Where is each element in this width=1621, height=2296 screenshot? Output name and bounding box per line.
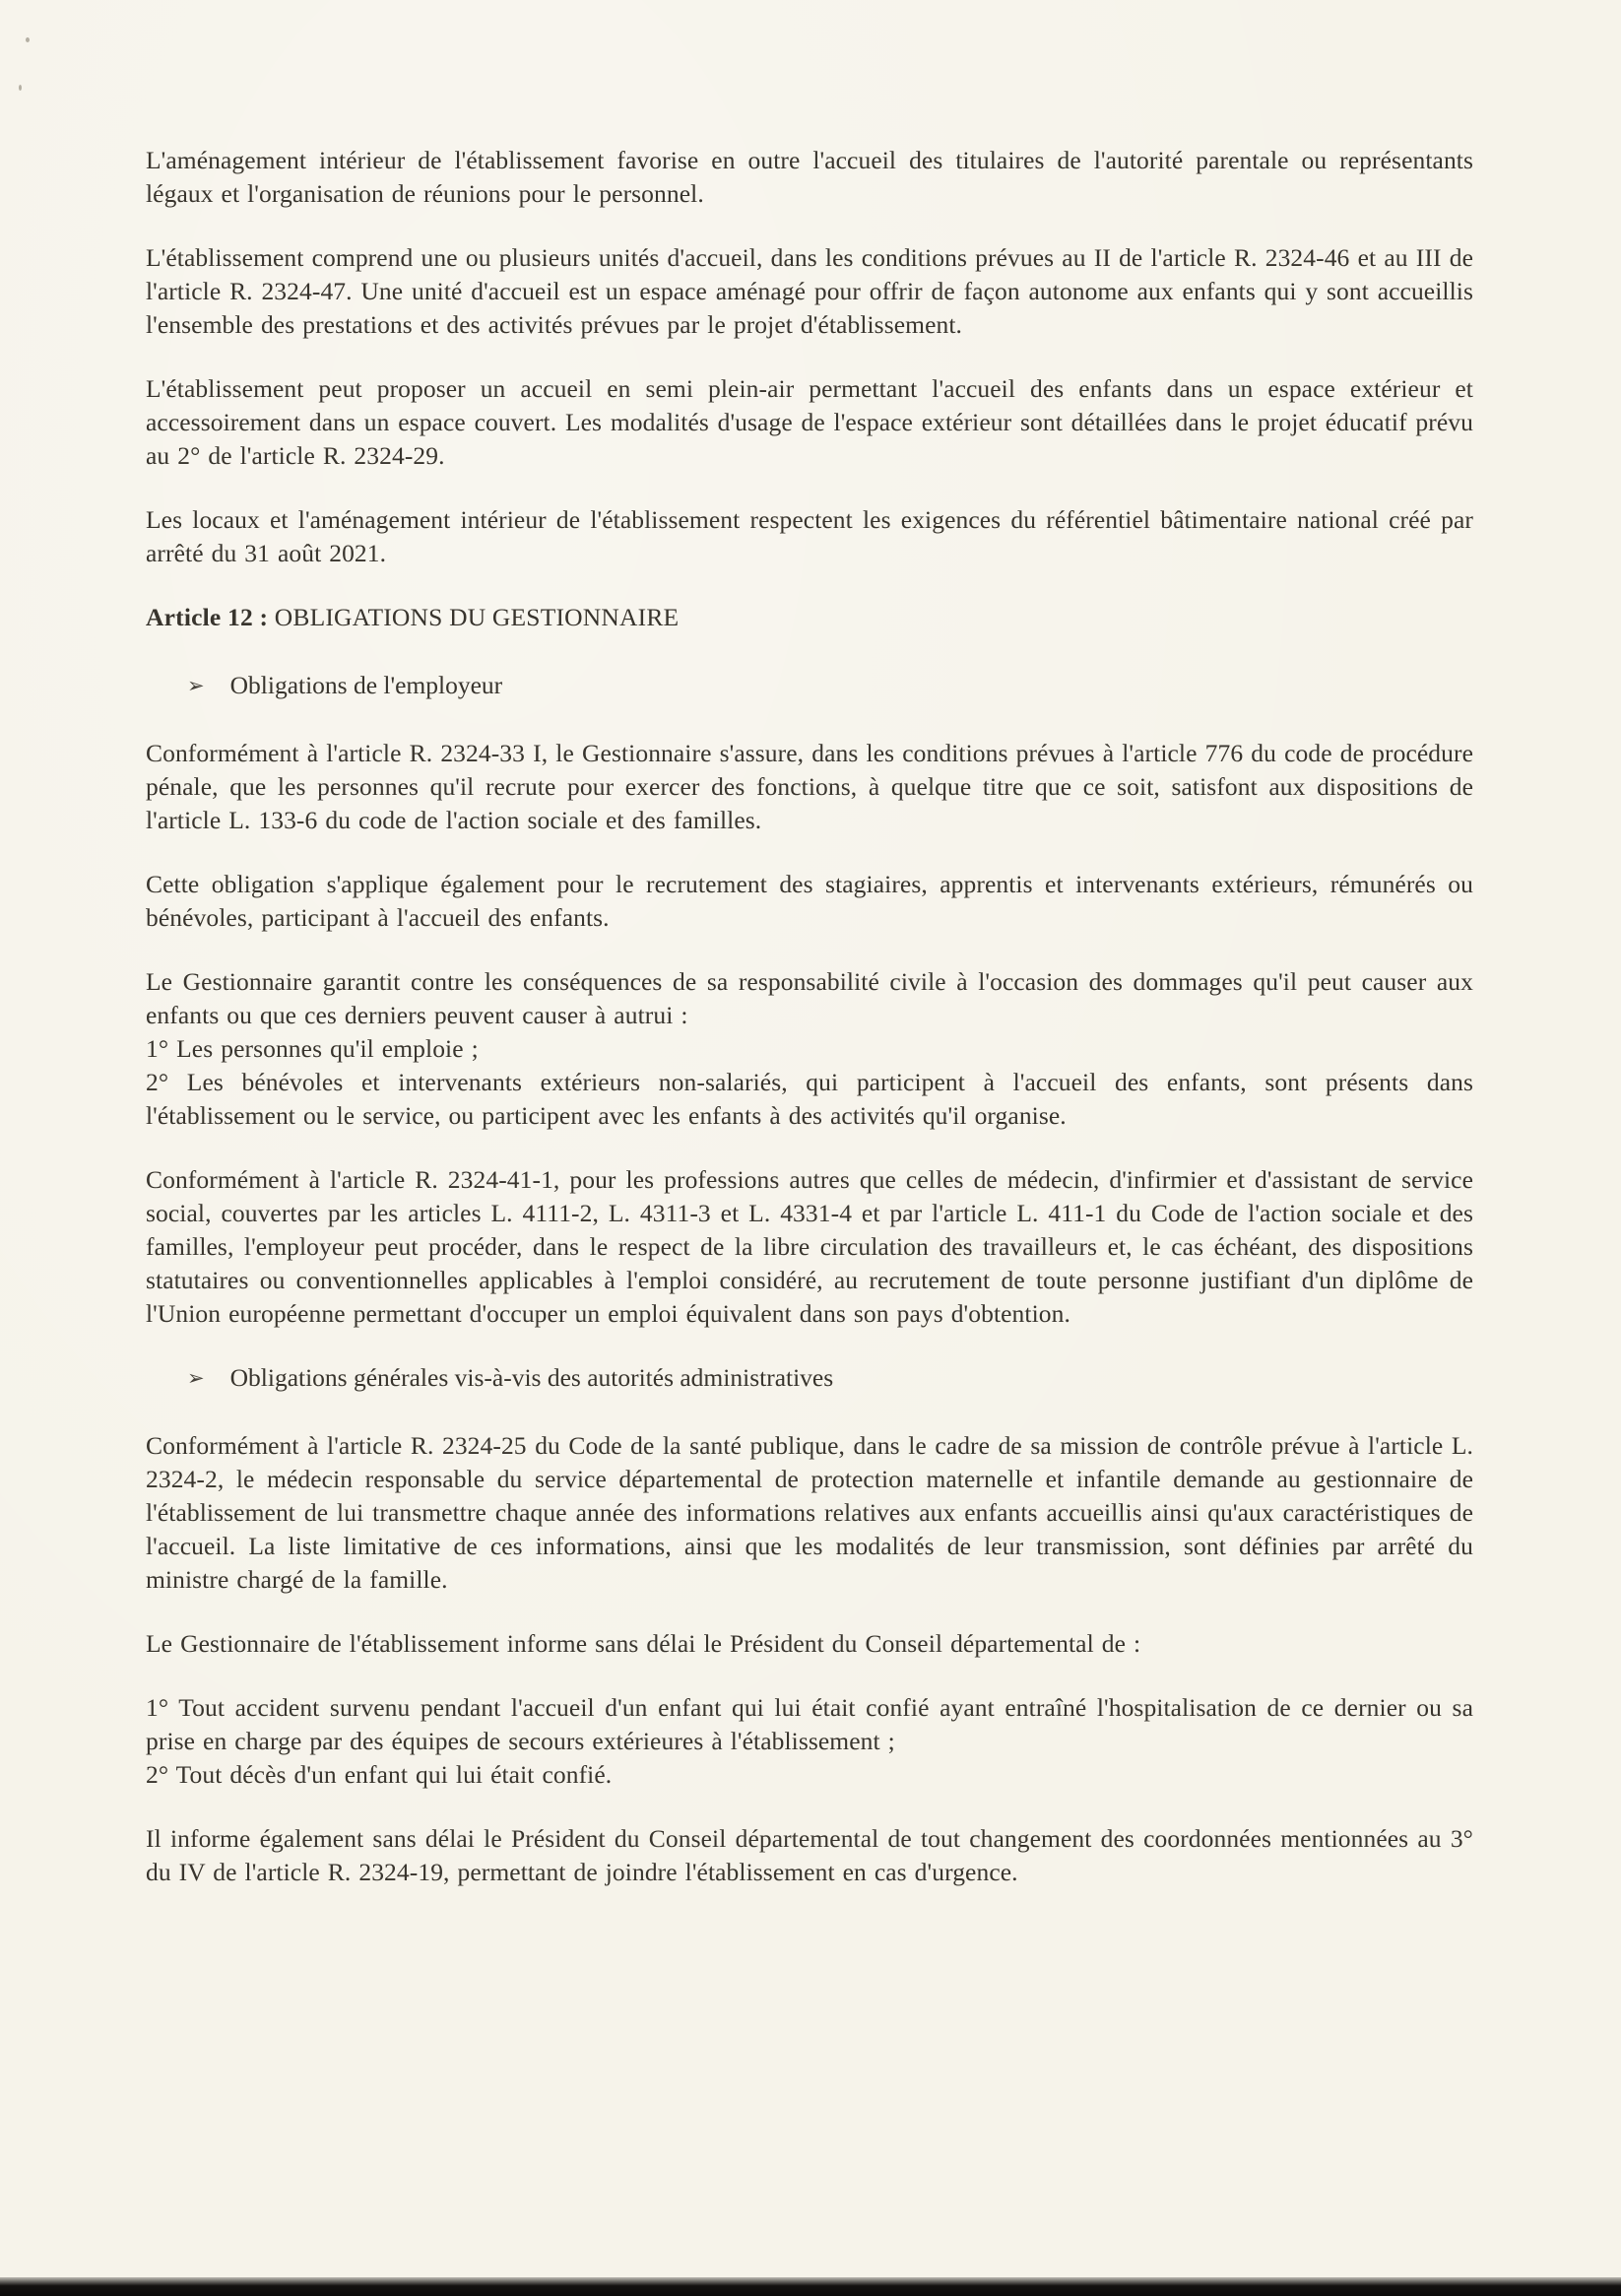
bullet-obligations-autorites [146, 1361, 1473, 1395]
arrow-bullet-icon: ➢ [187, 1366, 205, 1390]
paragraph-obligation-stagiaires: Cette obligation s'applique également pour le recrutement des stagiaires, apprentis et intervenants extérieurs, rémunérés ou bénévoles, participant à l'accueil des enfants. [146, 870, 1473, 932]
paragraph-conformement-776: Conformément à l'article R. 2324-33 I, le Gestionnaire s'assure, dans les conditions prévues à l'article 776 du code de procédure pénale, que les personnes qu'il recrute pour exercer des fonctions, à quelque titre que ce soit, satisfont aux dispositions de l'article L. 133-6 du code de l'action sociale et des familles. [146, 739, 1473, 834]
scan-speck [19, 85, 22, 91]
paragraph-semi-plein-air: L'établissement peut proposer un accueil en semi plein-air permettant l'accueil des enfants dans un espace extérieur et accessoirement dans un espace couvert. Les modalités d'usage de l'espace extérieur sont détaillées dans le projet éducatif prévu au 2° de l'article R. 2324-29. [146, 374, 1473, 470]
paragraph-accidents-deces [146, 1691, 1473, 1792]
scan-bottom-edge [0, 2277, 1621, 2296]
accident-item-2: 2° Tout décès d'un enfant qui lui était confié. [146, 1760, 613, 1789]
garantit-item-2: 2° Les bénévoles et intervenants extérieurs non-salariés, qui participent à l'accueil des enfants, sont présents dans l'établissement ou le service, ou participent avec les enfants à des activités qu'il organise. [146, 1068, 1473, 1130]
article-12-heading [146, 601, 1473, 634]
paragraph-referentiel-batimentaire: Les locaux et l'aménagement intérieur de l'établissement respectent les exigences du référentiel bâtimentaire national créé par arrêté du 31 août 2021. [146, 505, 1473, 567]
paragraph-amenagement-interieur: L'aménagement intérieur de l'établissement favorise en outre l'accueil des titulaires de l'autorité parentale ou représentants légaux et l'organisation de réunions pour le personnel. [146, 146, 1473, 208]
bullet-obligations-autorites-label: Obligations générales vis-à-vis des autorités administratives [229, 1363, 834, 1392]
bullet-obligations-employeur-label: Obligations de l'employeur [229, 671, 503, 699]
paragraph-conformement-2324-25: Conformément à l'article R. 2324-25 du Code de la santé publique, dans le cadre de sa mission de contrôle prévue à l'article L. 2324-2, le médecin responsable du service départemental de protection maternelle et infantile demande au gestionnaire de l'établissement de lui transmettre chaque année des informations relatives aux enfants accueillis ainsi qu'aux caractéristiques de l'accueil. La liste limitative de ces informations, ainsi que les modalités de leur transmission, sont définies par arrêté du ministre chargé de la famille. [146, 1431, 1473, 1594]
article-12-heading-title: OBLIGATIONS DU GESTIONNAIRE [268, 603, 680, 631]
paragraph-informe-egalement: Il informe également sans délai le Président du Conseil départemental de tout changement des coordonnées mentionnées au 3° du IV de l'article R. 2324-19, permettant de joindre l'établissement en cas d'urgence. [146, 1824, 1473, 1886]
accident-item-1: 1° Tout accident survenu pendant l'accueil d'un enfant qui lui était confié ayant entraîné l'hospitalisation de ce dernier ou sa prise en charge par des équipes de secours extérieures à l'établissement ; [146, 1693, 1473, 1755]
paragraph-unites-accueil: L'établissement comprend une ou plusieurs unités d'accueil, dans les conditions prévues au II de l'article R. 2324-46 et au III de l'article R. 2324-47. Une unité d'accueil est un espace aménagé pour offrir de façon autonome aux enfants qui y sont accueillis l'ensemble des prestations et des activités prévues par le projet d'établissement. [146, 243, 1473, 339]
paragraph-informe-president: Le Gestionnaire de l'établissement informe sans délai le Président du Conseil départemental de : [146, 1629, 1141, 1658]
garantit-item-1: 1° Les personnes qu'il emploie ; [146, 1034, 479, 1063]
article-12-heading-label: Article 12 : [146, 603, 269, 631]
garantit-intro-line: Le Gestionnaire garantit contre les conséquences de sa responsabilité civile à l'occasion des dommages qu'il peut causer aux enfants ou que ces derniers peuvent causer à autrui : [146, 967, 1473, 1029]
bullet-obligations-employeur [146, 669, 1473, 702]
arrow-bullet-icon: ➢ [187, 674, 205, 697]
scan-speck [26, 37, 30, 42]
paragraph-conformement-2324-41-1: Conformément à l'article R. 2324-41-1, pour les professions autres que celles de médecin, d'infirmier et d'assistant de service social, couvertes par les articles L. 4111-2, L. 4311-3 et L. 4331-4 et par l'article L. 411-1 du Code de l'action sociale et des familles, l'employeur peut procéder, dans le respect de la libre circulation des travailleurs et, le cas échéant, des dispositions statutaires ou conventionnelles applicables à l'emploi considéré, au recrutement de toute personne justifiant d'un diplôme de l'Union européenne permettant d'occuper un emploi équivalent dans son pays d'obtention. [146, 1165, 1473, 1328]
paragraph-garantit-responsabilite [146, 965, 1473, 1133]
